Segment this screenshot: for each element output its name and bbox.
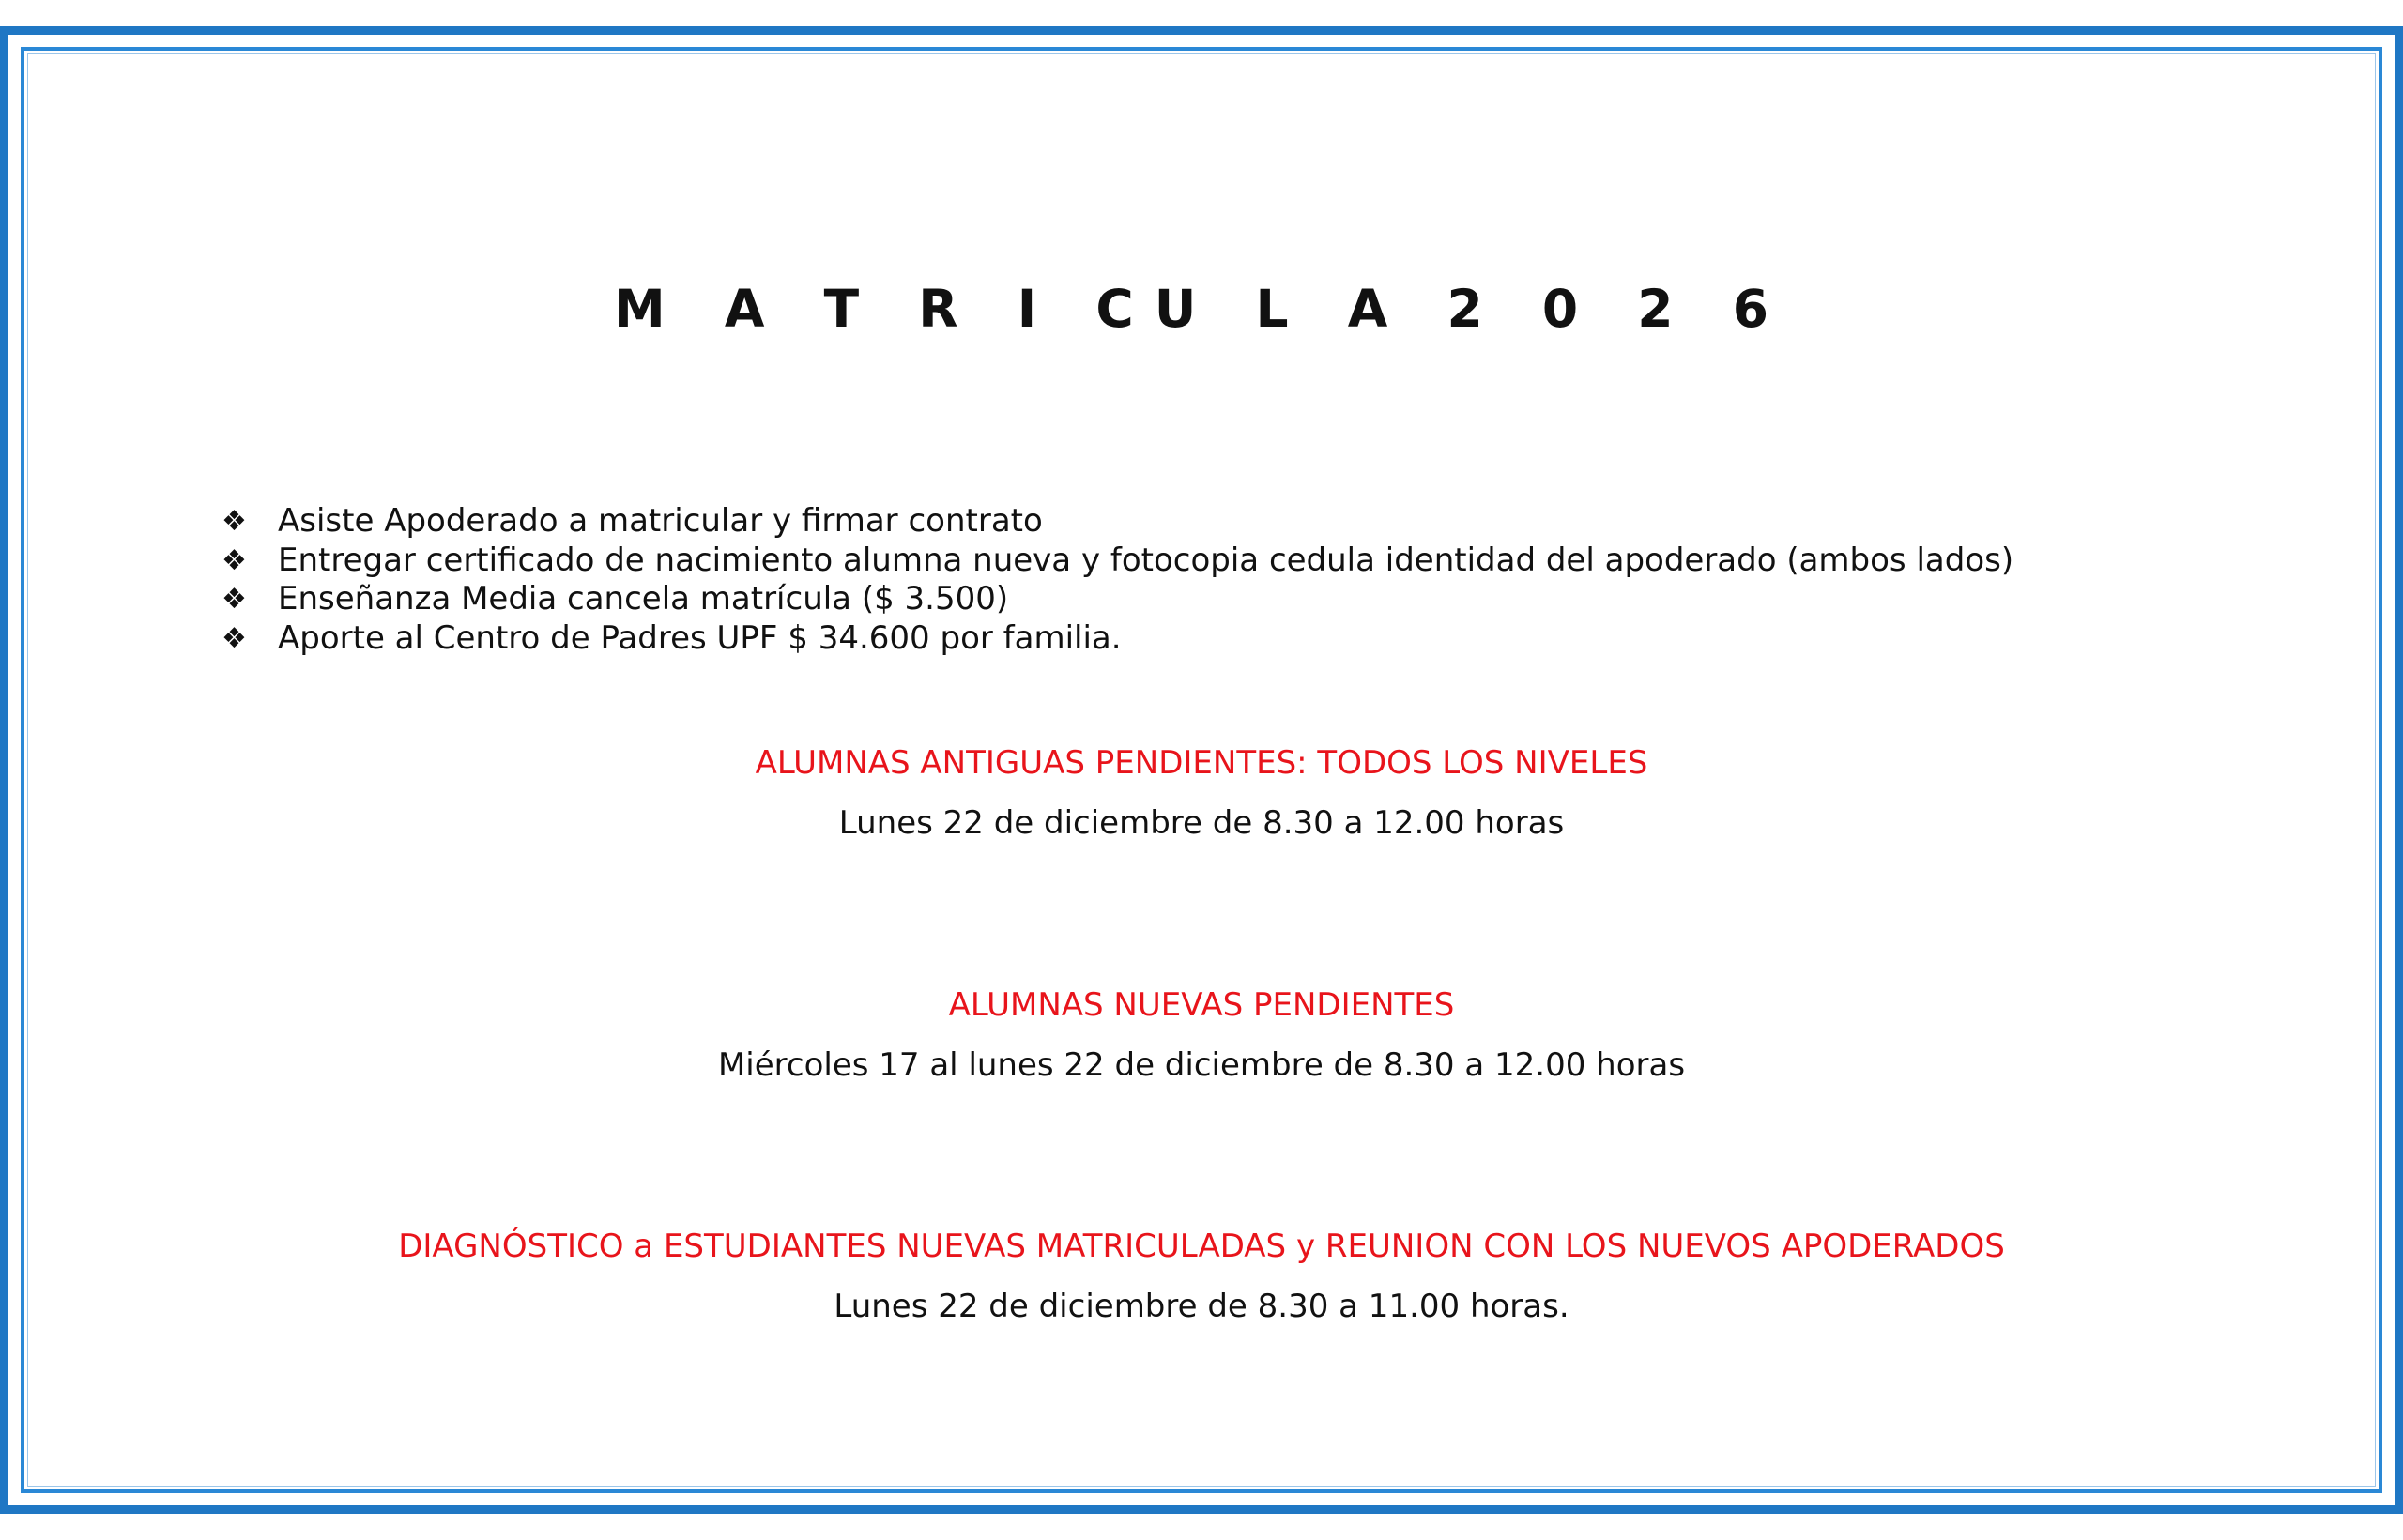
four-diamond-bullet-icon: ❖ bbox=[222, 505, 247, 538]
document-title: M A T R I CU L A 2 0 2 6 bbox=[614, 279, 1789, 339]
list-item bbox=[222, 502, 2013, 541]
four-diamond-bullet-icon: ❖ bbox=[222, 543, 247, 577]
list-item bbox=[222, 619, 2013, 659]
list-item-text: Aporte al Centro de Padres UPF $ 34.600 por familia. bbox=[278, 618, 1122, 657]
list-item bbox=[222, 541, 2013, 581]
section-heading-diagnostico: DIAGNÓSTICO a ESTUDIANTES NUEVAS MATRICULADAS y REUNION CON LOS NUEVOS APODERADOS bbox=[398, 1227, 2005, 1265]
section-detail-nuevas: Miércoles 17 al lunes 22 de diciembre de 8.30 a 12.00 horas bbox=[717, 1046, 1686, 1084]
requirements-list bbox=[222, 502, 2013, 658]
four-diamond-bullet-icon: ❖ bbox=[222, 583, 247, 616]
list-item-text: Asiste Apoderado a matricular y firmar contrato bbox=[278, 502, 1043, 540]
section-detail-diagnostico: Lunes 22 de diciembre de 8.30 a 11.00 horas. bbox=[834, 1288, 1569, 1325]
section-detail-antiguas: Lunes 22 de diciembre de 8.30 a 12.00 horas bbox=[838, 804, 1565, 842]
section-heading-nuevas: ALUMNAS NUEVAS PENDIENTES bbox=[948, 986, 1455, 1024]
list-item-text: Entregar certificado de nacimiento alumna nueva y fotocopia cedula identidad del apoderado (ambos lados) bbox=[278, 541, 2014, 579]
four-diamond-bullet-icon: ❖ bbox=[222, 621, 247, 655]
section-heading-antiguas: ALUMNAS ANTIGUAS PENDIENTES: TODOS LOS NIVELES bbox=[755, 744, 1648, 782]
list-item bbox=[222, 580, 2013, 619]
list-item-text: Enseñanza Media cancela matrícula ($ 3.500) bbox=[278, 580, 1009, 618]
